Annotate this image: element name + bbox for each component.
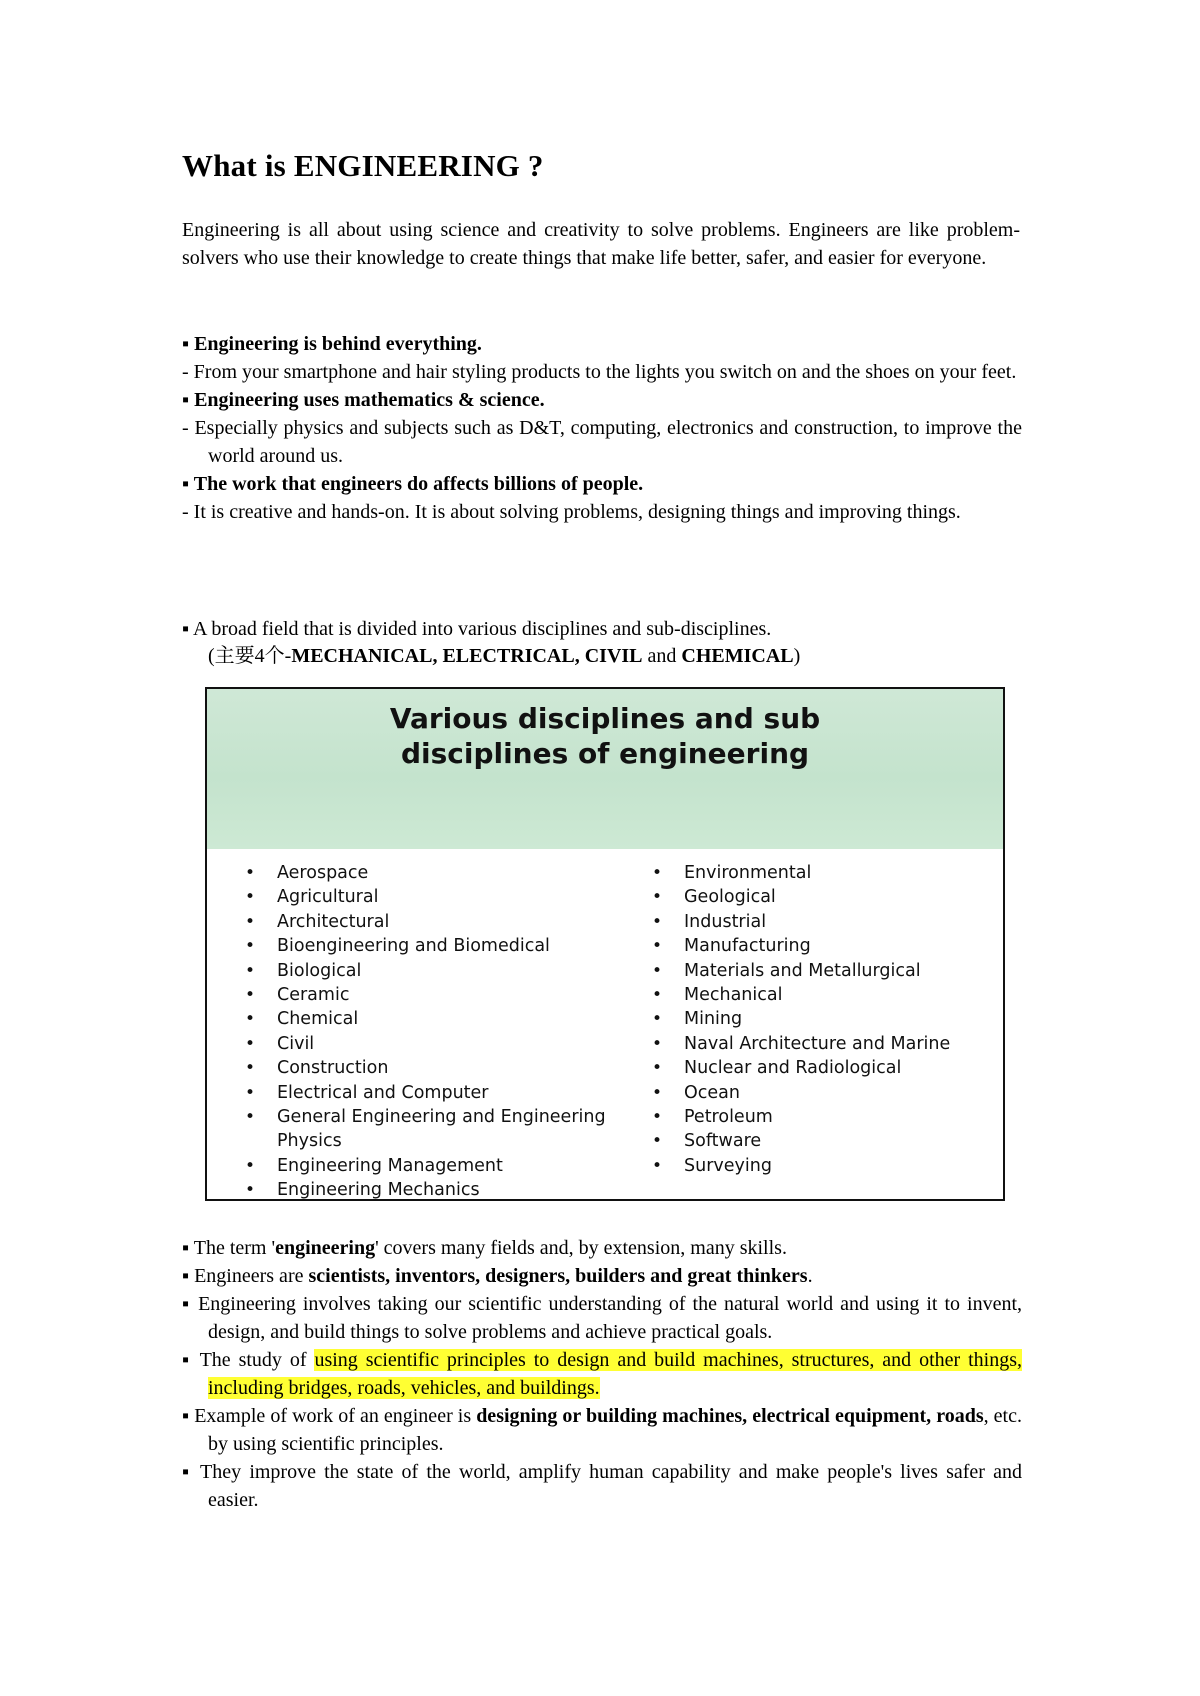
discipline-item: • Biological: [245, 959, 615, 983]
discipline-item: • Naval Architecture and Marine: [652, 1032, 1002, 1056]
discipline-item: • Environmental: [652, 861, 1002, 885]
figure-title-line2: disciplines of engineering: [400, 737, 810, 770]
figure-title-line1: Various disciplines and sub: [389, 702, 821, 735]
disciplines-list-left: [245, 861, 615, 1201]
discipline-item: • Bioengineering and Biomedical: [245, 934, 615, 958]
study-line: [182, 1346, 1022, 1402]
point-heading: ▪ Engineering is behind everything.: [182, 333, 482, 355]
discipline-item: • Chemical: [245, 1007, 615, 1031]
discipline-item: • Construction: [245, 1056, 615, 1080]
text: .: [807, 1265, 813, 1287]
text: ' covers many fields and, by extension, many skills.: [375, 1237, 787, 1259]
point-detail: - From your smartphone and hair styling products to the lights you switch on and the shoes on your feet.: [182, 361, 1017, 383]
intro-paragraph: Engineering is all about using science and creativity to solve problems. Engineers are like problem-solvers who use their knowledge to create things that make life better, safer, and easier for everyone.: [182, 219, 1020, 269]
text: ▪ The term ': [182, 1237, 276, 1259]
text: ▪ The study of: [182, 1349, 315, 1371]
term-bold: engineering: [275, 1237, 376, 1259]
discipline-item: • Industrial: [652, 910, 1002, 934]
engineers-line: [182, 1262, 1022, 1290]
closing-paren: ): [793, 645, 801, 667]
discipline-item: • Electrical and Computer: [245, 1081, 615, 1105]
discipline-item: • Nuclear and Radiological: [652, 1056, 1002, 1080]
point-heading: ▪ The work that engineers do affects billions of people.: [182, 473, 644, 495]
involves-line: ▪ Engineering involves taking our scientific understanding of the natural world and using it to invent, design, and build things to solve problems and achieve practical goals.: [182, 1293, 1022, 1343]
example-bold: designing or building machines, electrical equipment, roads: [476, 1405, 984, 1427]
text: ▪ Engineers are: [182, 1265, 309, 1287]
figure-title: [207, 701, 1003, 771]
discipline-item: • Aerospace: [245, 861, 615, 885]
discipline-item: • Ceramic: [245, 983, 615, 1007]
highlighted-definition: using scientific principles to design and build machines, structures, and other things, including bridges, roads, vehicles, and buildings.: [208, 1349, 1022, 1399]
discipline-item: • Mechanical: [652, 983, 1002, 1007]
discipline-electrical: ELECTRICAL: [442, 645, 575, 667]
discipline-item: • General Engineering and Engineering Physics: [245, 1105, 615, 1154]
text: ▪ Example of work of an engineer is: [182, 1405, 477, 1427]
point-detail: - It is creative and hands-on. It is about solving problems, designing things and improving things.: [182, 501, 961, 523]
separator: ,: [432, 645, 443, 667]
discipline-item: • Agricultural: [245, 885, 615, 909]
conjunction: and: [642, 645, 682, 667]
term-line: [182, 1234, 1022, 1262]
point-detail: - Especially physics and subjects such as D&T, computing, electronics and construction, to improve the world around us.: [182, 417, 1022, 467]
discipline-item: • Geological: [652, 885, 1002, 909]
point-heading: ▪ Engineering uses mathematics & science.: [182, 389, 545, 411]
example-line: [182, 1402, 1022, 1458]
disciplines-list-right: [652, 861, 1002, 1178]
figure-header: [207, 689, 1003, 849]
discipline-civil: CIVIL: [584, 645, 643, 667]
discipline-item: • Materials and Metallurgical: [652, 959, 1002, 983]
discipline-item: • Architectural: [245, 910, 615, 934]
discipline-item: • Ocean: [652, 1081, 1002, 1105]
key-points: [182, 330, 1022, 526]
separator: ,: [574, 645, 585, 667]
discipline-item: • Petroleum: [652, 1105, 1002, 1129]
discipline-chemical: CHEMICAL: [681, 645, 794, 667]
broad-field-line: ▪ A broad field that is divided into various disciplines and sub-disciplines.: [182, 618, 772, 640]
improve-line: ▪ They improve the state of the world, amplify human capability and make people's lives safer and easier.: [182, 1461, 1022, 1511]
discipline-mechanical: MECHANICAL: [291, 645, 433, 667]
main-disciplines-prefix: (主要4个-: [208, 645, 292, 667]
main-disciplines-line: [208, 642, 800, 670]
summary-points: [182, 1234, 1022, 1514]
page-title: What is ENGINEERING ?: [182, 148, 544, 183]
discipline-item: • Software: [652, 1129, 1002, 1153]
engineer-roles: scientists, inventors, designers, builders and great thinkers: [308, 1265, 808, 1287]
disciplines-figure: [205, 687, 1005, 1201]
discipline-item: • Mining: [652, 1007, 1002, 1031]
discipline-item: • Civil: [245, 1032, 615, 1056]
discipline-item: • Engineering Mechanics: [245, 1178, 615, 1201]
discipline-item: • Engineering Management: [245, 1154, 615, 1178]
discipline-item: • Manufacturing: [652, 934, 1002, 958]
discipline-item: • Surveying: [652, 1154, 1002, 1178]
text: , etc. by using scientific principles.: [208, 1405, 1022, 1455]
